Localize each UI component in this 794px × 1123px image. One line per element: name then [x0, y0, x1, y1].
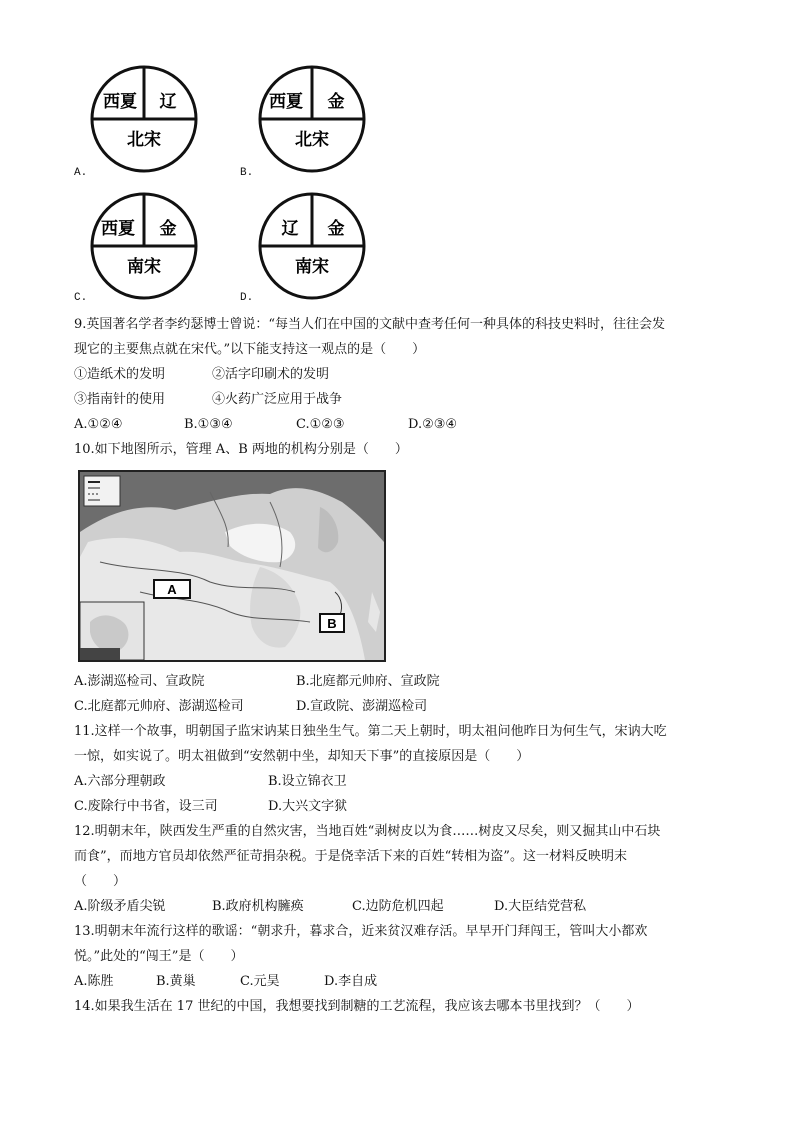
q12-stem-line1: 12.明朝末年，陕西发生严重的自然灾害，当地百姓“剥树皮以为食……树皮又尽矣，则又掘其山中石块 — [74, 824, 661, 839]
q13-stem-line2: 悦。”此处的“闯王”是（ ） — [74, 949, 244, 964]
q9-item-3: ③指南针的使用 — [74, 392, 166, 407]
q13-option-d: D.李自成 — [324, 974, 378, 989]
q11-stem-line1: 11.这样一个故事，明朝国子监宋讷某日独坐生气。第二天上朝时，明太祖问他昨日为何生气，宋讷大吃 — [74, 724, 667, 739]
q13-option-c: C.元昊 — [240, 974, 280, 989]
q13-option-a: A.陈胜 — [74, 974, 114, 989]
option-letter-d: D. — [240, 292, 254, 304]
q9-option-b: B.①③④ — [184, 417, 233, 432]
q10-stem: 10.如下地图所示，管理 A、B 两地的机构分别是（ ） — [74, 442, 408, 457]
map-label-b: B — [327, 616, 337, 631]
region-label: 金 — [327, 219, 345, 239]
q12-stem-line3: （ ） — [74, 874, 127, 889]
q9-item-1: ①造纸术的发明 — [74, 367, 166, 382]
circle-diagram-d — [256, 190, 368, 302]
map-graphic — [80, 472, 384, 660]
region-label: 金 — [159, 219, 177, 239]
q12-stem-line2: 而食”，而地方官员却依然严征苛捐杂税。于是侥幸活下来的百姓“转相为盗”。这一材料反映明末 — [74, 849, 627, 864]
q11-option-c: C.废除行中书省，设三司 — [74, 799, 218, 814]
region-label: 西夏 — [269, 92, 303, 112]
yuan-dynasty-map — [78, 470, 386, 662]
region-label: 西夏 — [101, 219, 135, 239]
region-label: 南宋 — [127, 257, 161, 277]
q10-option-c: C.北庭都元帅府、澎湖巡检司 — [74, 699, 244, 714]
q12-option-b: B.政府机构臃痪 — [212, 899, 304, 914]
q9-option-c: C.①②③ — [296, 417, 345, 432]
region-label: 西夏 — [103, 92, 137, 112]
q11-option-b: B.设立锦衣卫 — [268, 774, 347, 789]
q13-option-b: B.黄巢 — [156, 974, 196, 989]
region-label: 辽 — [281, 219, 299, 239]
q9-item-2: ②活字印刷术的发明 — [212, 367, 330, 382]
q13-stem-line1: 13.明朝末年流行这样的歌谣：“朝求升，暮求合，近来贫汉难存活。早早开门拜闯王，管叫大小都欢 — [74, 924, 648, 939]
map-label-a: A — [167, 582, 177, 597]
q9-option-a: A.①②④ — [74, 417, 123, 432]
q11-option-a: A.六部分理朝政 — [74, 774, 166, 789]
option-d-diagram — [256, 190, 368, 306]
circle-diagram-a — [88, 63, 200, 175]
region-label: 辽 — [159, 92, 177, 112]
q9-option-d: D.②③④ — [408, 417, 458, 432]
region-label: 北宋 — [295, 130, 329, 150]
q9-stem-line1: 9.英国著名学者李约瑟博士曾说：“每当人们在中国的文献中查考任何一种具体的科技史料时，往往会发 — [74, 317, 666, 332]
q9-stem-line2: 现它的主要焦点就在宋代。”以下能支持这一观点的是（ ） — [74, 342, 426, 357]
q10-option-b: B.北庭都元帅府、宣政院 — [296, 674, 440, 689]
q14-stem: 14.如果我生活在 17 世纪的中国，我想要找到制糖的工艺流程，我应该去哪本书里找到？（ ） — [74, 999, 640, 1014]
q10-option-a: A.澎湖巡检司、宣政院 — [74, 674, 205, 689]
region-label: 金 — [327, 92, 345, 112]
q9-item-4: ④火药广泛应用于战争 — [212, 392, 343, 407]
option-letter-a: A. — [74, 167, 88, 179]
region-label: 北宋 — [127, 130, 161, 150]
q12-option-d: D.大臣结党营私 — [494, 899, 587, 914]
circle-diagram-c — [88, 190, 200, 302]
q11-option-d: D.大兴文字狱 — [268, 799, 348, 814]
option-c-diagram — [88, 190, 200, 306]
region-label: 南宋 — [295, 257, 329, 277]
q11-stem-line2: 一惊，如实说了。明太祖做到“安然朝中坐，却知天下事”的直接原因是（ ） — [74, 749, 530, 764]
option-b-diagram — [256, 63, 368, 179]
option-a-diagram — [88, 63, 200, 179]
circle-diagram-b — [256, 63, 368, 175]
option-letter-c: C. — [74, 292, 88, 304]
q10-option-d: D.宣政院、澎湖巡检司 — [296, 699, 428, 714]
option-letter-b: B. — [240, 167, 254, 179]
q12-option-a: A.阶级矛盾尖锐 — [74, 899, 166, 914]
q12-option-c: C.边防危机四起 — [352, 899, 444, 914]
